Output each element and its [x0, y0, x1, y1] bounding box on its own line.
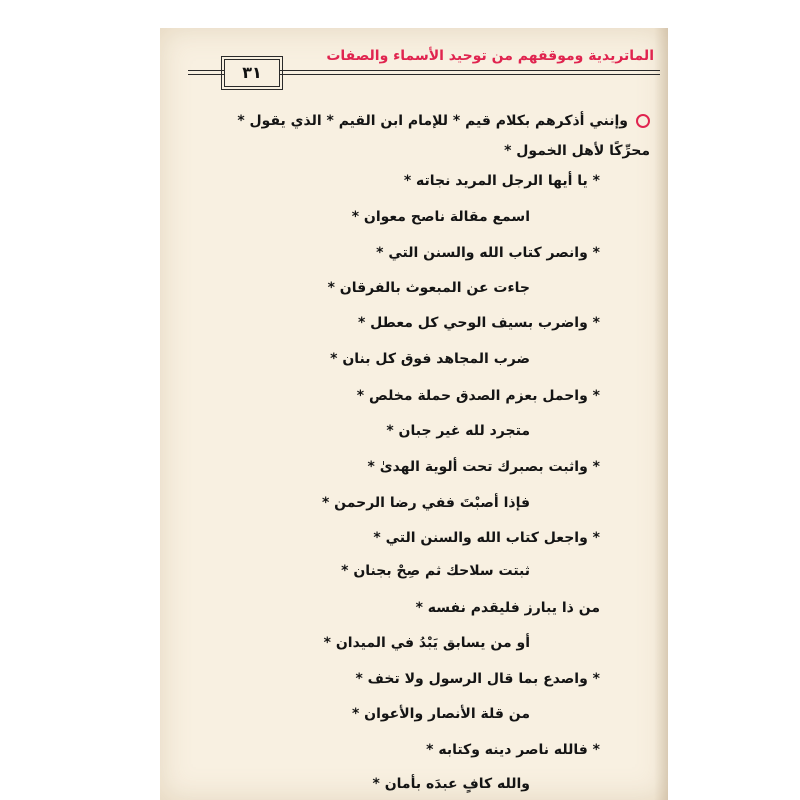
verse-line: * فالله ناصر دينه وكتابه *	[426, 742, 600, 758]
intro-paragraph	[230, 106, 650, 166]
verse-line: * واصدع بما قال الرسول ولا تخف *	[355, 671, 600, 687]
verse-line: * واثبت بصبرك تحت ألوية الهدىٰ *	[367, 459, 600, 475]
verse-line: من قلة الأنصار والأعوان *	[351, 706, 530, 722]
ring-bullet-icon	[636, 114, 650, 128]
page-edge-shadow	[654, 28, 668, 800]
running-title: الماتريدية وموقفهم من توحيد الأسماء والصفات	[326, 48, 654, 64]
page-number: ٣١	[224, 59, 280, 87]
verse-line: * واجعل كتاب الله والسنن التي *	[373, 530, 600, 546]
verse-line: * يا أيها الرجل المريد نجاته *	[403, 173, 600, 189]
verse-line: أو من يسابق يَبْدُ في الميدان *	[323, 635, 530, 651]
verse-line: فإذا أصبْتَ ففي رضا الرحمن *	[321, 495, 530, 511]
verse-line: * واحمل بعزم الصدق حملة مخلص *	[356, 388, 600, 404]
verse-line: * واضرب بسيف الوحي كل معطل *	[357, 315, 600, 331]
verse-line: اسمع مقالة ناصح معوان *	[351, 209, 530, 225]
verse-line: جاءت عن المبعوث بالفرقان *	[327, 280, 530, 296]
verse-line: والله كافٍ عبدَه بأمان *	[372, 776, 530, 792]
verse-line: متجرد لله غير جبان *	[386, 423, 530, 439]
verse-line: * وانصر كتاب الله والسنن التي *	[376, 245, 600, 261]
verse-line: من ذا يبارز فليقدم نفسه *	[415, 600, 600, 616]
book-page	[160, 28, 668, 800]
intro-text: وإنني أذكرهم بكلام قيم * للإمام ابن القيم * الذي يقول * محرِّكًا لأهل الخمول *	[237, 113, 650, 159]
verse-line: ضرب المجاهد فوق كل بنان *	[330, 351, 530, 367]
verse-line: ثبتت سلاحك ثم صِحْ بجنان *	[341, 563, 530, 579]
